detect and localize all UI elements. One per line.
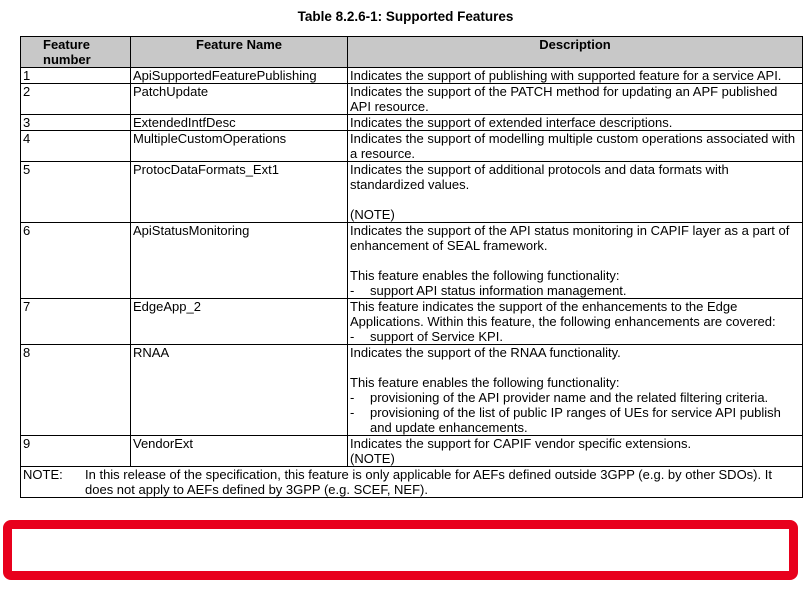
table-note-row [21, 467, 803, 498]
table-title: Table 8.2.6-1: Supported Features [297, 9, 514, 24]
feature-description: Indicates the support of the PATCH method for updating an APF published API resource. [348, 84, 803, 115]
table-row [21, 223, 803, 299]
feature-number: 4 [21, 131, 131, 162]
header-feature-number: Feature number [21, 37, 131, 68]
feature-name: RNAA [131, 345, 348, 436]
bullet-item: - support API status information management. [350, 283, 627, 298]
note-reference: (NOTE) [350, 451, 395, 466]
feature-number: 7 [21, 299, 131, 345]
feature-number: 8 [21, 345, 131, 436]
feature-name: MultipleCustomOperations [131, 131, 348, 162]
feature-number: 2 [21, 84, 131, 115]
table-row [21, 345, 803, 436]
feature-name: ApiSupportedFeaturePublishing [131, 68, 348, 84]
header-description: Description [348, 37, 803, 68]
table-row [21, 84, 803, 115]
feature-number: 3 [21, 115, 131, 131]
feature-description: Indicates the support of the API status monitoring in CAPIF layer as a part of enhancement of SEAL framework. This feature enables the following functionality: - support API status information management. [348, 223, 803, 299]
table-row [21, 68, 803, 84]
header-feature-name: Feature Name [131, 37, 348, 68]
table-row [21, 131, 803, 162]
feature-description: This feature indicates the support of the enhancements to the Edge Applications. Within this feature, the following enhancements are covered: - support of Service KPI. [348, 299, 803, 345]
feature-name: ApiStatusMonitoring [131, 223, 348, 299]
table-row [21, 299, 803, 345]
table-row [21, 115, 803, 131]
feature-description: Indicates the support for CAPIF vendor specific extensions. (NOTE) [348, 436, 803, 467]
feature-description: Indicates the support of modelling multiple custom operations associated with a resource. [348, 131, 803, 162]
bullet-item: - support of Service KPI. [350, 329, 503, 344]
red-highlight-box [3, 520, 798, 580]
feature-number: 1 [21, 68, 131, 84]
bullet-item: - provisioning of the list of public IP ranges of UEs for service API publish and update enhancements. [350, 405, 781, 435]
supported-features-table [20, 36, 803, 498]
note-label: NOTE: [23, 467, 63, 482]
table-note [21, 467, 803, 498]
feature-description: Indicates the support of additional protocols and data formats with standardized values. (NOTE) [348, 162, 803, 223]
feature-number: 9 [21, 436, 131, 467]
table-header-row [21, 37, 803, 68]
feature-name: PatchUpdate [131, 84, 348, 115]
table-row [21, 162, 803, 223]
feature-number: 5 [21, 162, 131, 223]
feature-description: Indicates the support of the RNAA functionality. This feature enables the following functionality: - provisioning of the API provider name and the related filtering criteria. - provisioning of the list of public IP ranges of UEs for service API publish and update enhancements. [348, 345, 803, 436]
feature-name: ProtocDataFormats_Ext1 [131, 162, 348, 223]
feature-name: EdgeApp_2 [131, 299, 348, 345]
bullet-item: - provisioning of the API provider name and the related filtering criteria. [350, 390, 769, 405]
note-text: In this release of the specification, this feature is only applicable for AEFs defined outside 3GPP (e.g. by other SDOs). It does not apply to AEFs defined by 3GPP (e.g. SCEF, NEF). [85, 467, 772, 497]
note-reference: (NOTE) [350, 207, 395, 222]
feature-name: ExtendedIntfDesc [131, 115, 348, 131]
feature-name: VendorExt [131, 436, 348, 467]
table-row [21, 436, 803, 467]
feature-number: 6 [21, 223, 131, 299]
feature-description: Indicates the support of extended interface descriptions. [348, 115, 803, 131]
feature-description: Indicates the support of publishing with supported feature for a service API. [348, 68, 803, 84]
